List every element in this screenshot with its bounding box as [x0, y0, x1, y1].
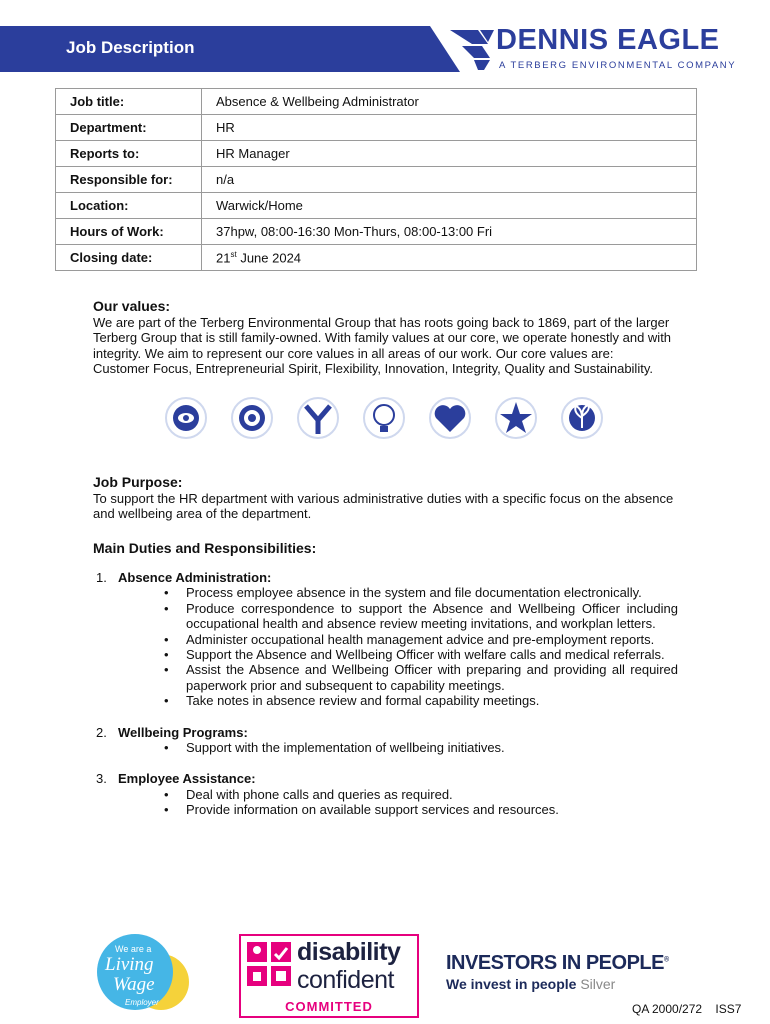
duty-title: Wellbeing Programs:: [118, 724, 248, 740]
detail-label: Closing date:: [56, 245, 202, 271]
list-item: • Process employee absence in the system and file documentation electronically.: [164, 585, 642, 601]
duties-heading: Main Duties and Responsibilities:: [93, 540, 317, 556]
detail-value: 21st June 2024: [202, 245, 697, 271]
list-item: • Assist the Absence and Wellbeing Officer with preparing and providing all required paperwork prior and subsequent to capability meetings.: [164, 662, 678, 693]
eagle-logo-icon: [448, 24, 498, 74]
purpose-text: To support the HR department with various administrative duties with a specific focus on the absence and wellbeing area of the department.: [93, 491, 674, 522]
disability-confident-logo: disability confident COMMITTED: [239, 934, 419, 1018]
duty-title: Absence Administration:: [118, 570, 272, 585]
detail-value: HR: [202, 115, 697, 141]
disability-icons-icon: [247, 940, 297, 990]
list-item: • Support the Absence and Wellbeing Officer with welfare calls and medical referrals.: [164, 647, 665, 663]
values-text: We are part of the Terberg Environmental Group that has roots going back to 1869, part of the larger Terberg Group that is still family-owned. With family values at our core, we operate honestly and with integrity. We aim to represent our core values in all areas of our work. Our core values are: Customer Focus, Entrepreneurial Spirit, Flexibility, Innovation, Integrity, Quality and Sustainability.: [93, 315, 672, 377]
list-item: • Administer occupational health management advice and pre-employment reports.: [164, 631, 655, 647]
duty-number: 1.: [96, 570, 107, 585]
detail-value: Warwick/Home: [202, 193, 697, 219]
detail-value: n/a: [202, 167, 697, 193]
list-item: • Support with the implementation of wellbeing initiatives.: [164, 740, 505, 756]
detail-value: Absence & Wellbeing Administrator: [202, 89, 697, 115]
detail-label: Reports to:: [56, 141, 202, 167]
list-item: • Take notes in absence review and formal capability meetings.: [164, 693, 540, 709]
company-tagline: A TERBERG ENVIRONMENTAL COMPANY: [499, 60, 737, 71]
list-item: • Deal with phone calls and queries as required.: [164, 786, 453, 802]
page-title: Job Description: [66, 38, 195, 57]
investors-in-people-logo: INVESTORS IN PEOPLE® We invest in people Silver: [446, 952, 669, 992]
detail-label: Department:: [56, 115, 202, 141]
innovation-icon: [364, 398, 404, 438]
company-name: DENNIS EAGLE: [496, 24, 720, 56]
table-row: [56, 115, 697, 141]
flexibility-icon: [298, 398, 338, 438]
table-row: [56, 141, 697, 167]
detail-value: HR Manager: [202, 141, 697, 167]
table-row: [56, 193, 697, 219]
table-row: [56, 89, 697, 115]
detail-label: Location:: [56, 193, 202, 219]
sustainability-icon: [562, 398, 602, 438]
values-heading: Our values:: [93, 298, 171, 314]
living-wage-logo: We are a Living Wage Employer: [95, 930, 195, 1016]
entrepreneurial-spirit-icon: [232, 398, 272, 438]
detail-value: 37hpw, 08:00-16:30 Mon-Thurs, 08:00-13:00 Fri: [202, 219, 697, 245]
document-reference: QA 2000/272 ISS7: [632, 1002, 742, 1016]
customer-focus-icon: [166, 398, 206, 438]
duty-number: 2.: [96, 724, 107, 740]
purpose-heading: Job Purpose:: [93, 474, 183, 490]
job-details-table: [55, 88, 697, 271]
core-values-icons: [162, 396, 612, 446]
duty-section: [96, 724, 678, 756]
duty-section: [96, 771, 678, 818]
detail-label: Responsible for:: [56, 167, 202, 193]
detail-label: Hours of Work:: [56, 219, 202, 245]
duty-title: Employee Assistance:: [118, 771, 256, 787]
table-row: [56, 219, 697, 245]
duty-section: [96, 570, 678, 709]
detail-label: Job title:: [56, 89, 202, 115]
quality-icon: [496, 398, 536, 438]
table-row: [56, 245, 697, 271]
list-item: • Produce correspondence to support the Absence and Wellbeing Officer including occupational health and absence review meeting invitations, and workplan letters.: [164, 600, 678, 632]
table-row: [56, 167, 697, 193]
duty-number: 3.: [96, 771, 107, 787]
integrity-icon: [430, 398, 470, 438]
duties-list: [96, 570, 678, 834]
list-item: • Provide information on available support services and resources.: [164, 802, 559, 818]
